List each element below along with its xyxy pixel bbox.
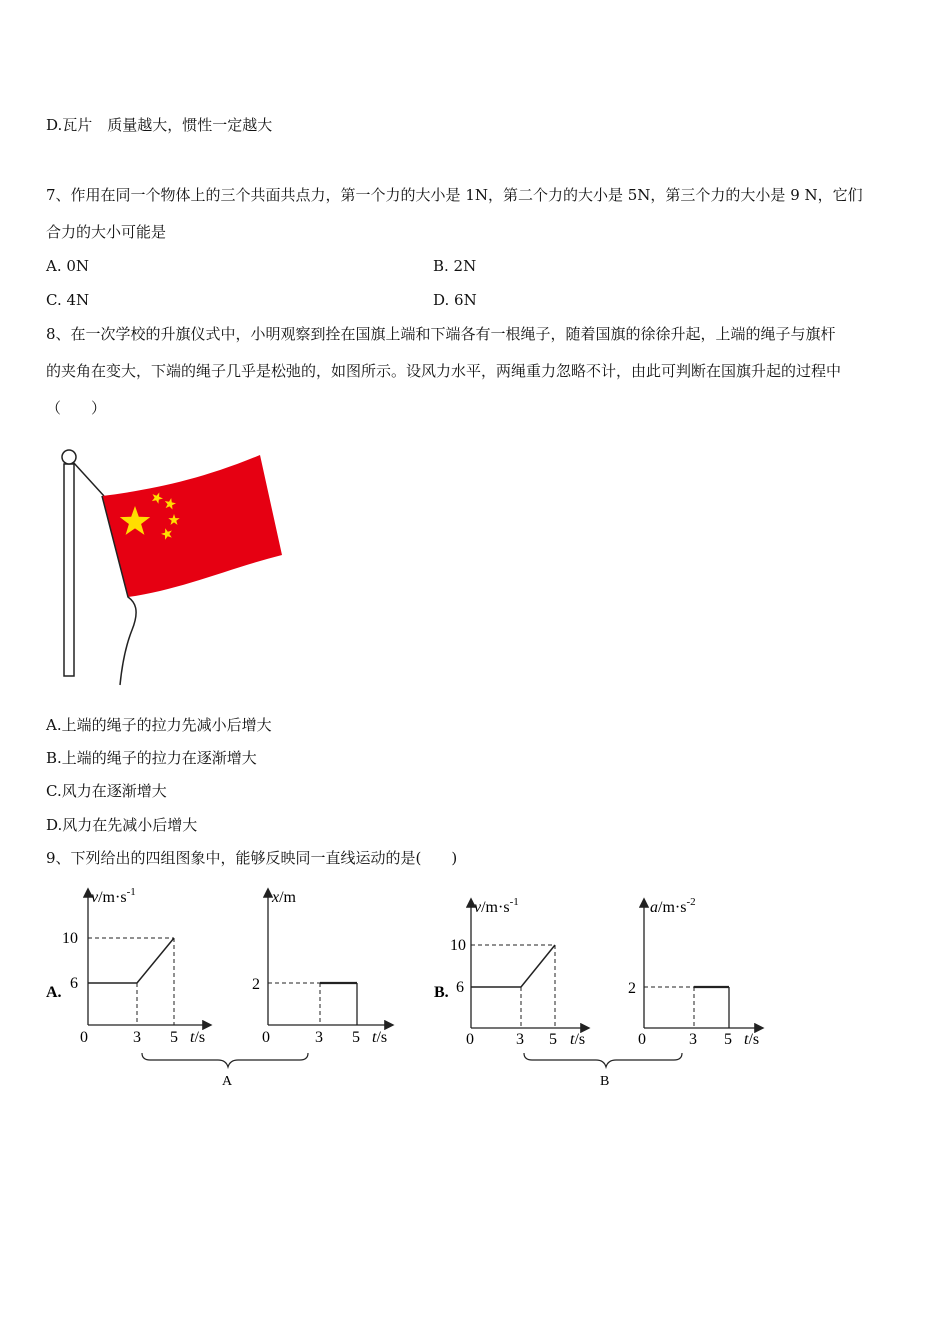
q7-option-a: A. 0N xyxy=(46,257,90,275)
a-g2-ytick-2: 2 xyxy=(252,976,260,993)
group-a-brace xyxy=(142,1053,308,1067)
b-g1-xlabel: t/s xyxy=(570,1031,586,1048)
a-g1-xtick-5: 5 xyxy=(170,1029,178,1046)
q8-stem-line3: （ ） xyxy=(46,399,107,417)
b-g2-xtick-3: 3 xyxy=(689,1031,697,1048)
q8-option-c: C.风力在逐渐增大 xyxy=(46,782,167,800)
a-g2-ylabel: x/m xyxy=(272,889,296,906)
q8-stem-line1: 8、在一次学校的升旗仪式中，小明观察到拴在国旗上端和下端各有一根绳子，随着国旗的徐徐升起，上端的绳子与旗杆 xyxy=(46,325,836,343)
q7-option-b: B. 2N xyxy=(433,257,477,275)
q8-stem-line2: 的夹角在变大，下端的绳子几乎是松弛的，如图所示。设风力水平，两绳重力忽略不计，由此可判断在国旗升起的过程中 xyxy=(46,362,842,380)
b-g2-xtick-0: 0 xyxy=(638,1031,646,1048)
upper-rope xyxy=(73,462,104,496)
a-g1-xtick-0: 0 xyxy=(80,1029,88,1046)
group-a-brace-label: A xyxy=(222,1074,233,1089)
q9-stem: 9、下列给出的四组图象中，能够反映同一直线运动的是( ) xyxy=(46,849,458,867)
b-g1-xtick-0: 0 xyxy=(466,1031,474,1048)
q7-option-d: D. 6N xyxy=(433,291,477,309)
a-g2-xtick-0: 0 xyxy=(262,1029,270,1046)
group-b-vt-graph xyxy=(450,896,588,1048)
b-g2-xtick-5: 5 xyxy=(724,1031,732,1048)
b-g1-ylabel: $v/m\cdot s^{-1}$ xyxy=(474,896,519,916)
a-g1-xtick-3: 3 xyxy=(133,1029,141,1046)
b-g1-xtick-5: 5 xyxy=(549,1031,557,1048)
group-b-label: B. xyxy=(434,984,449,1001)
q9-graphs xyxy=(0,870,950,1100)
flagpole xyxy=(64,464,74,676)
group-a-xt-graph xyxy=(252,889,392,1046)
q6-option-d: D.瓦片 质量越大，惯性一定越大 xyxy=(46,116,273,134)
b-g1-xtick-3: 3 xyxy=(516,1031,524,1048)
a-g2-xlabel: t/s xyxy=(372,1029,388,1046)
flag-figure xyxy=(40,440,300,695)
q8-option-d: D.风力在先减小后增大 xyxy=(46,816,198,834)
q7-stem-line1: 7、作用在同一个物体上的三个共面共点力，第一个力的大小是 1N，第二个力的大小是 5N，第三个力的大小是 9 N，它们 xyxy=(46,186,863,204)
a-g1-ylabel: $v/m\cdot s^{-1}$ xyxy=(91,886,136,906)
a-g2-xtick-3: 3 xyxy=(315,1029,323,1046)
b-g2-xlabel: t/s xyxy=(744,1031,760,1048)
b-g1-ytick-10: 10 xyxy=(450,937,466,954)
a-g2-xtick-5: 5 xyxy=(352,1029,360,1046)
q7-option-c: C. 4N xyxy=(46,291,90,309)
a-g1-ytick-6: 6 xyxy=(70,975,78,992)
a-g1-xlabel: t/s xyxy=(190,1029,206,1046)
b-g1-ytick-6: 6 xyxy=(456,979,464,996)
q7-stem-line2: 合力的大小可能是 xyxy=(46,223,167,241)
a-g1-ytick-10: 10 xyxy=(62,930,78,947)
group-a-vt-graph xyxy=(62,886,210,1046)
group-a-label: A. xyxy=(46,984,62,1001)
group-b-brace xyxy=(524,1053,682,1067)
q8-option-b: B.上端的绳子的拉力在逐渐增大 xyxy=(46,749,257,767)
b-g2-ylabel: $a/m\cdot s^{-2}$ xyxy=(650,896,696,916)
group-b-brace-label: B xyxy=(600,1074,610,1089)
group-b-at-graph xyxy=(628,896,762,1048)
b-g2-ytick-2: 2 xyxy=(628,980,636,997)
q8-option-a: A.上端的绳子的拉力先减小后增大 xyxy=(46,716,272,734)
